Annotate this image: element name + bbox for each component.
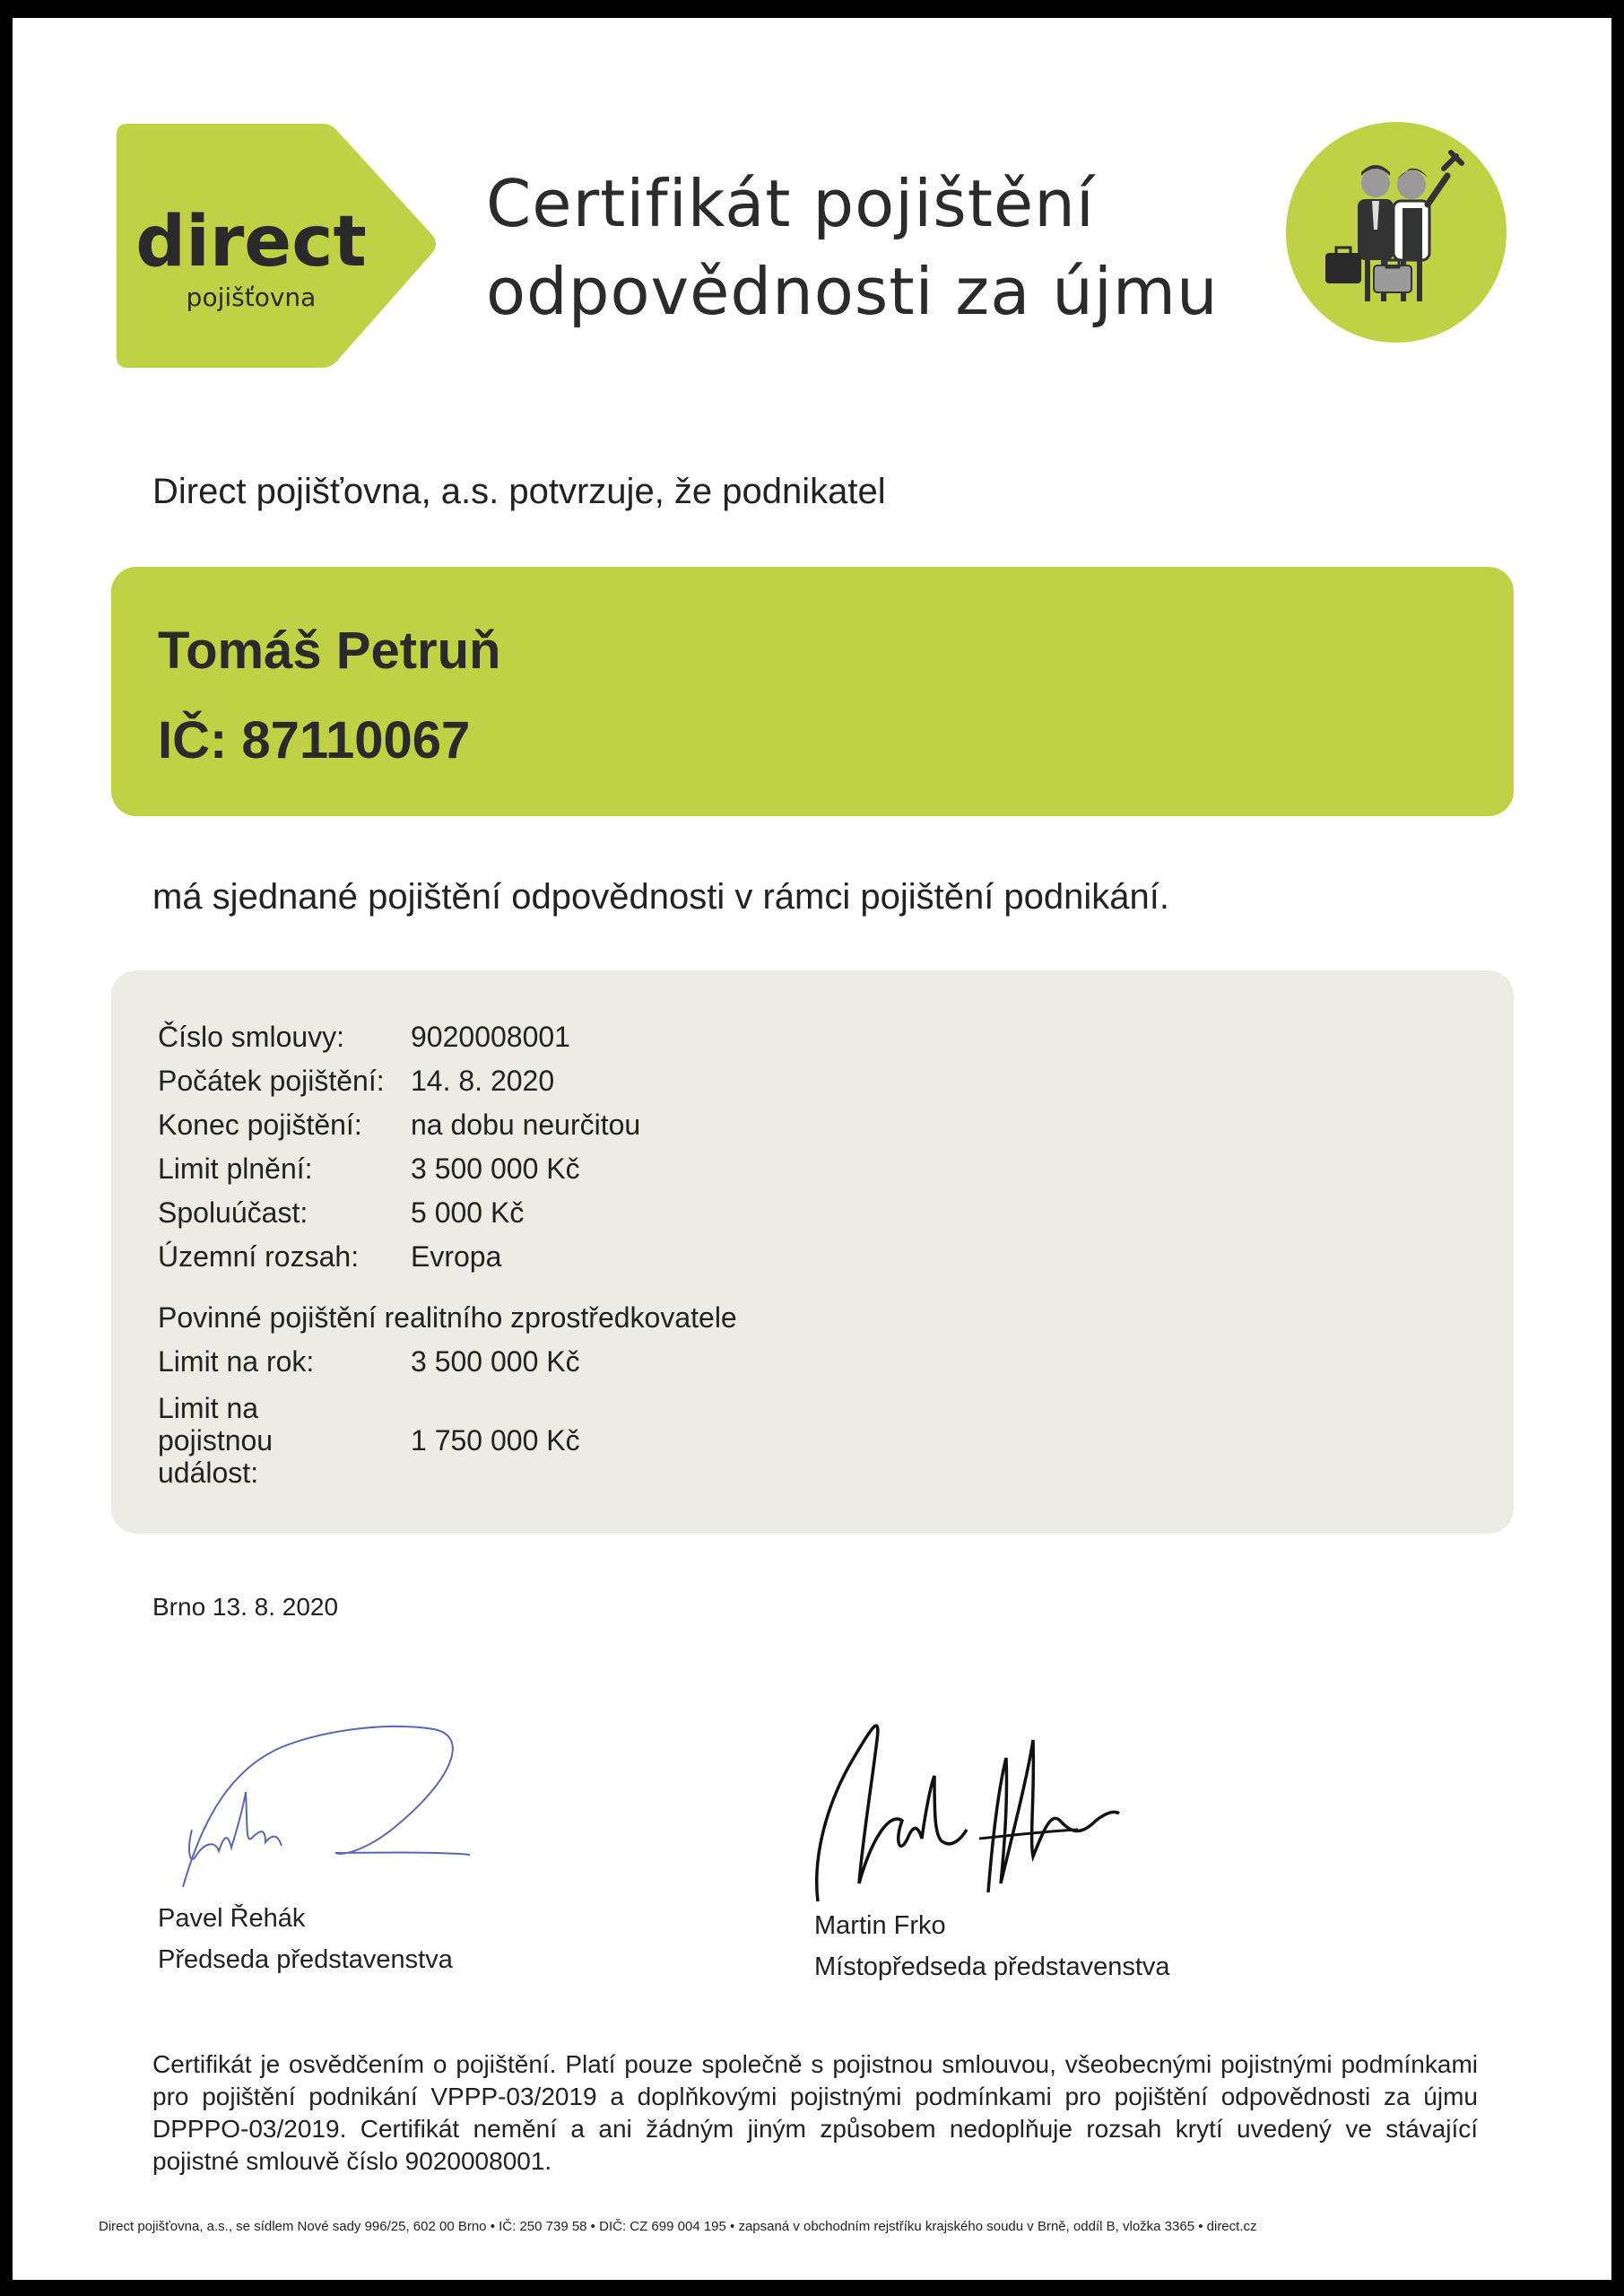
legal-disclaimer: Certifikát je osvědčením o pojištění. Platí pouze společně s pojistnou smlouvou, všeobecnými pojistnými podmínkami pro pojištění podnikání VPPP-03/2019 a doplňkovými pojistnými podmínkami pro pojištění odpovědnosti za újmu DPPPO-03/2019. Certifikát nemění a ani žádným jiným způsobem nedoplňuje rozsah krytí uvedený ve stávající pojistné smlouvě číslo 9020008001. (152, 2050, 1478, 2175)
detail-value: na dobu neurčitou (411, 1109, 641, 1141)
policyholder-ico: IČ: 87110067 (158, 711, 471, 770)
detail-value: 9020008001 (411, 1021, 570, 1053)
policyholder-box (111, 567, 1514, 816)
workers-illustration-icon (1286, 122, 1507, 343)
policy-details (158, 1015, 737, 1493)
logo-wordmark: direct (135, 202, 367, 283)
detail-row (158, 1387, 737, 1493)
detail-label: Konec pojištění: (158, 1109, 362, 1141)
detail-row (158, 1147, 737, 1191)
detail-row (158, 1059, 737, 1103)
logo-subtext: pojišťovna (186, 283, 317, 312)
signatory-name: Pavel Řehák (158, 1904, 306, 1933)
detail-label: Limit na rok: (158, 1345, 315, 1378)
signature-pavel-rehak (165, 1717, 481, 1892)
detail-label: Spoluúčast: (158, 1196, 308, 1229)
certificate-page (13, 18, 1611, 2280)
intro-text: Direct pojišťovna, a.s. potvrzuje, že podnikatel (152, 472, 886, 511)
direct-logo (117, 122, 439, 370)
detail-value: 1 750 000 Kč (411, 1423, 580, 1457)
detail-row (158, 1103, 737, 1147)
signatory-role: Místopředseda představenstva (814, 1952, 1170, 1981)
detail-label: Číslo smlouvy: (158, 1021, 345, 1053)
detail-label-line: událost: (158, 1457, 259, 1489)
signatory-2 (814, 1905, 1170, 1987)
detail-value: 14. 8. 2020 (411, 1065, 555, 1097)
place-and-date: Brno 13. 8. 2020 (152, 1593, 339, 1621)
detail-value: 5 000 Kč (411, 1196, 525, 1229)
detail-row (158, 1340, 737, 1384)
detail-label: Územní rozsah: (158, 1240, 360, 1273)
signatory-role: Předseda představenstva (158, 1945, 453, 1974)
detail-label: Limit plnění: (158, 1152, 313, 1185)
detail-label: Počátek pojištění: (158, 1065, 385, 1097)
detail-label-line: Limit na (158, 1392, 259, 1424)
detail-value: 3 500 000 Kč (411, 1152, 580, 1185)
detail-row (158, 1015, 737, 1059)
detail-value: Evropa (411, 1240, 502, 1273)
signatory-1 (158, 1898, 453, 1980)
detail-value: 3 500 000 Kč (411, 1345, 580, 1378)
title-line-2: odpovědnosti za újmu (486, 254, 1219, 329)
signatory-name: Martin Frko (814, 1911, 946, 1940)
title-line-1: Certifikát pojištění (486, 166, 1095, 241)
detail-label-line: pojistnou (158, 1424, 274, 1457)
detail-row (158, 1235, 737, 1279)
company-footer: Direct pojišťovna, a.s., se sídlem Nové sady 996/25, 602 00 Brno • IČ: 250 739 58 • DIČ: CZ 699 004 195 • zapsaná v obchodním rejstříku krajského soudu v Brně, oddíl B, vložka 3365 • direct.cz (99, 2219, 1257, 2234)
policyholder-name: Tomáš Petruň (158, 622, 501, 680)
detail-row (158, 1191, 737, 1235)
coverage-statement: má sjednané pojištění odpovědnosti v rámci pojištění podnikání. (152, 877, 1170, 917)
realty-subheading: Povinné pojištění realitního zprostředkovatele (158, 1300, 737, 1334)
signature-martin-frko (809, 1704, 1132, 1907)
detail-label (158, 1392, 411, 1489)
certificate-title (486, 160, 1219, 335)
policy-details-box (111, 970, 1514, 1534)
